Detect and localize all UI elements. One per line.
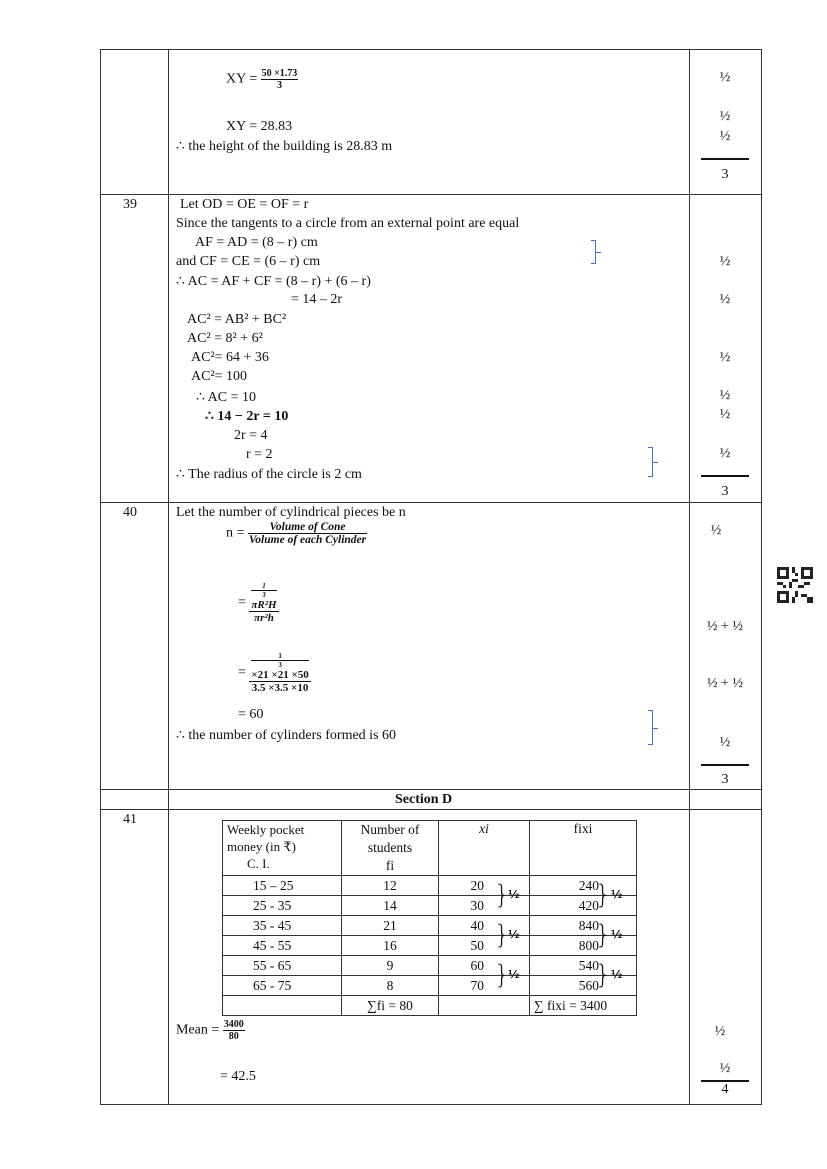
q40-n-den: Volume of each Cylinder xyxy=(248,534,367,546)
row2-ci: 25 - 35 xyxy=(223,896,342,916)
header-f-line1: Number of xyxy=(360,822,420,837)
row1-fx: 240 xyxy=(530,876,637,896)
row3-f: 21 xyxy=(342,916,439,936)
sum-fx: ∑ fixi = 3400 xyxy=(530,996,637,1016)
hand-mark-fx-3: ½ xyxy=(611,968,623,981)
q38-xy-result: XY = 28.83 xyxy=(226,119,293,134)
q40-step2 xyxy=(238,652,311,694)
row2-fx: 420 xyxy=(530,896,637,916)
table-row xyxy=(223,936,637,956)
q39-line-5: ∴ AC = AF + CF = (8 – r) + (6 – r) xyxy=(176,274,371,289)
qr-code-icon xyxy=(777,566,813,604)
q39-mark-1: ½ xyxy=(719,254,731,269)
q40-intro: Let the number of cylindrical pieces be n xyxy=(176,505,406,520)
sum-f: ∑fi = 80 xyxy=(342,996,439,1016)
table-row xyxy=(223,956,637,976)
row3-fx: 840 xyxy=(530,916,637,936)
q39-line-12: ∴ 14 − 2r = 10 xyxy=(205,409,289,424)
q38-xy-equation xyxy=(226,68,298,91)
q40-step2-third-den: 3 xyxy=(278,661,282,669)
table-col-divider-2 xyxy=(689,49,690,1105)
row2-f: 14 xyxy=(342,896,439,916)
q40-result: = 60 xyxy=(238,707,264,722)
q40-step2-third-num: 1 xyxy=(251,652,308,661)
q39-mark-6: ½ xyxy=(719,446,731,461)
q40-step1-num-text: πR²H xyxy=(251,599,277,611)
sum-empty-1 xyxy=(223,996,342,1016)
table-border-left xyxy=(100,49,101,1105)
q38-mark-3: ½ xyxy=(719,129,731,144)
q39-total-line xyxy=(701,475,749,477)
q38-mark-2: ½ xyxy=(719,109,731,124)
header-frequency xyxy=(342,821,439,876)
q40-step1-fraction xyxy=(249,582,278,624)
q39-line-6: = 14 – 2r xyxy=(291,292,343,307)
sum-empty-2 xyxy=(439,996,530,1016)
q40-total: 3 xyxy=(721,772,729,787)
header-ci-line1: Weekly pocket xyxy=(227,822,305,837)
row-divider-section xyxy=(100,789,762,790)
q39-bracket-2 xyxy=(648,447,653,477)
row4-x: 50 xyxy=(439,936,530,956)
row2-x: 30 xyxy=(439,896,530,916)
hand-brace-x-1: } xyxy=(494,880,511,910)
hand-brace-fx-1: } xyxy=(595,880,612,910)
table-border-right xyxy=(761,49,762,1105)
frequency-table xyxy=(222,820,637,1016)
row1-ci: 15 – 25 xyxy=(223,876,342,896)
header-xi: xi xyxy=(439,821,530,876)
table-sum-row xyxy=(223,996,637,1016)
q40-step1-num xyxy=(249,582,278,612)
q39-line-4: and CF = CE = (6 – r) cm xyxy=(176,254,321,269)
q39-line-3: AF = AD = (8 – r) cm xyxy=(195,235,318,250)
row3-ci: 35 - 45 xyxy=(223,916,342,936)
table-header-row xyxy=(223,821,637,876)
q41-mean xyxy=(176,1019,245,1042)
table-row xyxy=(223,976,637,996)
q38-xy-den: 3 xyxy=(276,80,282,91)
hand-mark-x-3: ½ xyxy=(508,968,520,981)
row6-f: 8 xyxy=(342,976,439,996)
row4-fx: 800 xyxy=(530,936,637,956)
table-row xyxy=(223,896,637,916)
q41-number: 41 xyxy=(123,812,137,827)
q38-conclusion: ∴ the height of the building is 28.83 m xyxy=(176,139,393,154)
q39-total: 3 xyxy=(721,484,729,499)
row-divider-39 xyxy=(100,194,762,195)
row6-fx: 560 xyxy=(530,976,637,996)
q40-step1-third xyxy=(250,582,277,599)
row1-x: 20 xyxy=(439,876,530,896)
q40-step1-den: πr²h xyxy=(254,612,274,624)
row-divider-41 xyxy=(100,809,762,810)
q39-line-7: AC² = AB² + BC² xyxy=(187,312,287,327)
q39-line-10: AC²= 100 xyxy=(191,369,248,384)
q40-step2-num xyxy=(249,652,310,682)
header-f-line3: fi xyxy=(385,858,395,873)
q41-mean-fraction xyxy=(223,1019,245,1042)
q40-step2-fraction xyxy=(249,652,310,694)
q39-line-9: AC²= 64 + 36 xyxy=(191,350,269,365)
table-row xyxy=(223,916,637,936)
q38-xy-num: 50 ×1.73 xyxy=(261,68,298,79)
q40-step1-third-den: 3 xyxy=(262,591,266,599)
q39-line-1: Let OD = OE = OF = r xyxy=(180,197,309,212)
q38-xy-fraction xyxy=(261,68,299,91)
row5-x: 60 xyxy=(439,956,530,976)
q39-bracket-1 xyxy=(591,240,596,264)
q38-total-line xyxy=(701,158,749,160)
q40-mark-1: ½ xyxy=(710,523,722,538)
hand-mark-x-2: ½ xyxy=(508,928,520,941)
q38-total: 3 xyxy=(721,167,729,182)
q38-mark-1: ½ xyxy=(719,70,731,85)
q40-mark-4: ½ xyxy=(719,735,731,750)
q40-mark-2: ½ + ½ xyxy=(707,619,743,634)
row4-f: 16 xyxy=(342,936,439,956)
header-ci-line2: money (in ₹) xyxy=(227,839,296,854)
row3-x: 40 xyxy=(439,916,530,936)
q39-line-14: r = 2 xyxy=(246,447,273,462)
q39-number: 39 xyxy=(123,197,137,212)
q39-mark-2: ½ xyxy=(719,292,731,307)
q39-line-15: ∴ The radius of the circle is 2 cm xyxy=(176,467,362,482)
q41-mark-1: ½ xyxy=(714,1024,726,1039)
q39-line-2: Since the tangents to a circle from an external point are equal xyxy=(176,216,520,231)
section-title: Section D xyxy=(395,792,453,807)
row4-ci: 45 - 55 xyxy=(223,936,342,956)
q39-mark-5: ½ xyxy=(719,407,731,422)
q39-line-8: AC² = 8² + 6² xyxy=(187,331,263,346)
q40-total-line xyxy=(701,764,749,766)
q40-n-fraction xyxy=(248,521,367,546)
q41-total: 4 xyxy=(721,1082,729,1097)
row5-f: 9 xyxy=(342,956,439,976)
q40-conclusion: ∴ the number of cylinders formed is 60 xyxy=(176,728,397,743)
q40-n-num: Volume of Cone xyxy=(248,521,367,534)
q38-xy-lhs: XY = xyxy=(226,71,261,87)
hand-mark-x-1: ½ xyxy=(508,888,520,901)
table-row xyxy=(223,876,637,896)
row5-fx: 540 xyxy=(530,956,637,976)
q41-mark-2: ½ xyxy=(719,1061,731,1076)
hand-mark-fx-2: ½ xyxy=(611,928,623,941)
table-border-bottom xyxy=(100,1104,762,1105)
row6-x: 70 xyxy=(439,976,530,996)
q40-number: 40 xyxy=(123,505,137,520)
header-class-interval xyxy=(223,821,342,876)
table-col-divider-1 xyxy=(168,49,169,1105)
header-f-line2: students xyxy=(367,840,413,855)
hand-brace-x-2: } xyxy=(494,920,511,950)
row5-ci: 55 - 65 xyxy=(223,956,342,976)
row1-f: 12 xyxy=(342,876,439,896)
hand-brace-fx-2: } xyxy=(595,920,612,950)
q40-mark-3: ½ + ½ xyxy=(707,676,743,691)
q39-mark-4: ½ xyxy=(719,388,731,403)
q40-step2-num-text: ×21 ×21 ×50 xyxy=(251,669,309,681)
hand-brace-fx-3: } xyxy=(595,960,612,990)
header-fixi: fixi xyxy=(530,821,637,876)
hand-mark-fx-1: ½ xyxy=(611,888,623,901)
q40-step2-third xyxy=(250,652,309,669)
q39-line-11: ∴ AC = 10 xyxy=(196,390,256,405)
q40-step1-third-num: 1 xyxy=(251,582,276,591)
q40-n-equation xyxy=(226,521,367,546)
q41-mean-den: 80 xyxy=(228,1031,239,1042)
q39-line-13: 2r = 4 xyxy=(234,428,268,443)
q41-mean-num: 3400 xyxy=(223,1019,244,1030)
q40-step1 xyxy=(238,582,279,624)
row-divider-40 xyxy=(100,502,762,503)
q40-n-lhs: n = xyxy=(226,525,248,541)
q40-bracket xyxy=(648,710,653,745)
q41-mean-lhs: Mean = xyxy=(176,1022,223,1038)
table-border-top xyxy=(100,49,762,50)
q39-mark-3: ½ xyxy=(719,350,731,365)
q40-step1-eq: = xyxy=(238,595,246,611)
hand-brace-x-3: } xyxy=(494,960,511,990)
header-ci-line3: C. I. xyxy=(247,856,270,871)
q40-step2-eq: = xyxy=(238,665,246,681)
q40-step2-den: 3.5 ×3.5 ×10 xyxy=(251,682,309,694)
q41-mean-result: = 42.5 xyxy=(220,1069,256,1084)
row6-ci: 65 - 75 xyxy=(223,976,342,996)
